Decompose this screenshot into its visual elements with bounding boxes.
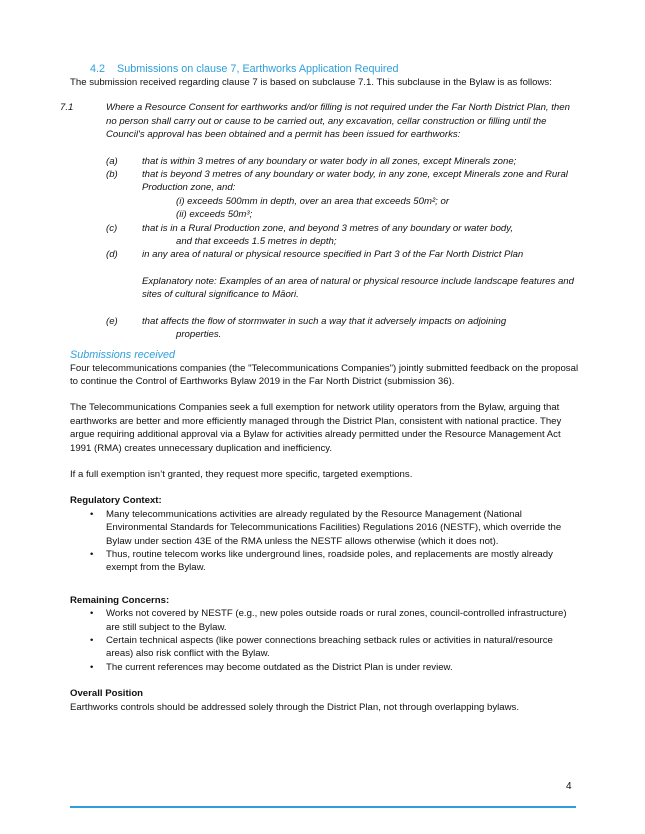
list-item: • Thus, routine telecom works like underground lines, roadside poles, and replacements are mostly already exempt from the Bylaw.: [90, 548, 553, 574]
intro-paragraph: The submission received regarding clause 7 is based on subclause 7.1. This subclause in the Bylaw is as follows:: [70, 77, 552, 88]
clause-item-d: [70, 248, 580, 261]
submissions-heading: Submissions received: [70, 348, 176, 361]
list-item: • Certain technical aspects (like power connections breaching setback rules or activities in natural/resource areas) also risk conflict with the Bylaw.: [90, 635, 553, 660]
item-text: that is in a Rural Production zone, and beyond 3 metres of any boundary or water body,: [142, 222, 513, 234]
concerns-heading: Remaining Concerns:: [70, 594, 170, 606]
concerns-list: [70, 607, 580, 674]
item-text: that is within 3 metres of any boundary or water body in all zones, except Minerals zone;: [142, 155, 517, 167]
section-heading: 4.2 Submissions on clause 7, Earthworks Application Required: [90, 63, 399, 75]
item-label: (c): [106, 222, 118, 234]
overall-heading: Overall Position: [70, 688, 144, 700]
clause-item-a: [70, 155, 580, 168]
clause-item-b-i: (i) exceeds 500mm in depth, over an area that exceeds 50m²; or: [176, 195, 450, 207]
item-label: (d): [106, 249, 118, 261]
item-text: that affects the flow of stormwater in such a way that it adversely impacts on adjoining: [142, 315, 507, 327]
regulatory-heading: Regulatory Context:: [70, 495, 162, 507]
list-item: • Many telecommunications activities are already regulated by the Resource Management (National Environmental Standards for Telecommunications Facilities) Regulations 2016 (NESTF), which override the Bylaw under section 43E of the RMA unless the NESTF allows otherwise (which it does not).: [90, 508, 562, 547]
clause-item-e: [70, 315, 580, 328]
document-body: [60, 62, 580, 714]
clause-number: 7.1: [60, 102, 74, 114]
clause-item-b: [70, 168, 580, 195]
bullet-icon: •: [90, 661, 94, 673]
bullet-icon: •: [90, 508, 94, 520]
explanatory-note: Explanatory note: Examples of an area of natural or physical resource include landscape features and sites of cultural significance to Māori.: [142, 275, 574, 301]
bullet-icon: •: [90, 635, 94, 646]
clause-item-c-continuation: and that exceeds 1.5 metres in depth;: [176, 236, 337, 248]
clause-text: Where a Resource Consent for earthworks and/or filling is not required under the Far North District Plan, then no person shall carry out or cause to be carried out, any excavation, cellar construction or filling until the Council's approval has been obtained and a permit has been issued for earthworks:: [106, 102, 570, 141]
submissions-paragraph-2: The Telecommunications Companies seek a full exemption for network utility operators from the Bylaw, arguing that earthworks are better and more efficiently managed through the District Plan, consistent with national practice. They argue requiring additional approval via a Bylaw for activities already permitted under the Resource Management Act 1991 (RMA) creates unnecessary duplication and inefficiency.: [70, 402, 562, 454]
footer-divider: [70, 806, 576, 808]
clause-item-b-ii: (ii) exceeds 50m³;: [176, 209, 253, 221]
bullet-icon: •: [90, 608, 94, 620]
overall-text: Earthworks controls should be addressed solely through the District Plan, not through overlapping bylaws.: [70, 701, 520, 713]
list-item: • Works not covered by NESTF (e.g., new poles outside roads or rural zones, council-controlled infrastructure) are still subject to the Bylaw.: [90, 608, 567, 633]
regulatory-list: [70, 508, 580, 575]
item-label: (b): [106, 169, 118, 181]
bullet-icon: •: [90, 548, 94, 560]
page-number: 4: [566, 781, 572, 792]
item-text: in any area of natural or physical resource specified in Part 3 of the Far North District Plan: [142, 249, 524, 261]
clause-7-1: [60, 101, 580, 141]
item-label: (a): [106, 155, 118, 167]
clause-item-c: [70, 222, 580, 235]
clause-item-e-continuation: properties.: [176, 329, 222, 341]
item-label: (e): [106, 315, 118, 327]
submissions-paragraph-3: If a full exemption isn’t granted, they request more specific, targeted exemptions.: [70, 468, 413, 480]
submissions-paragraph-1: Four telecommunications companies (the "Telecommunications Companies") jointly submitted feedback on the proposal to continue the Control of Earthworks Bylaw 2019 in the Far North District (submission 36).: [70, 362, 579, 387]
item-text: that is beyond 3 metres of any boundary or water body, in any zone, except Minerals zone and Rural Production zone, and:: [142, 169, 568, 194]
list-item: • The current references may become outdated as the District Plan is under review.: [90, 661, 453, 673]
